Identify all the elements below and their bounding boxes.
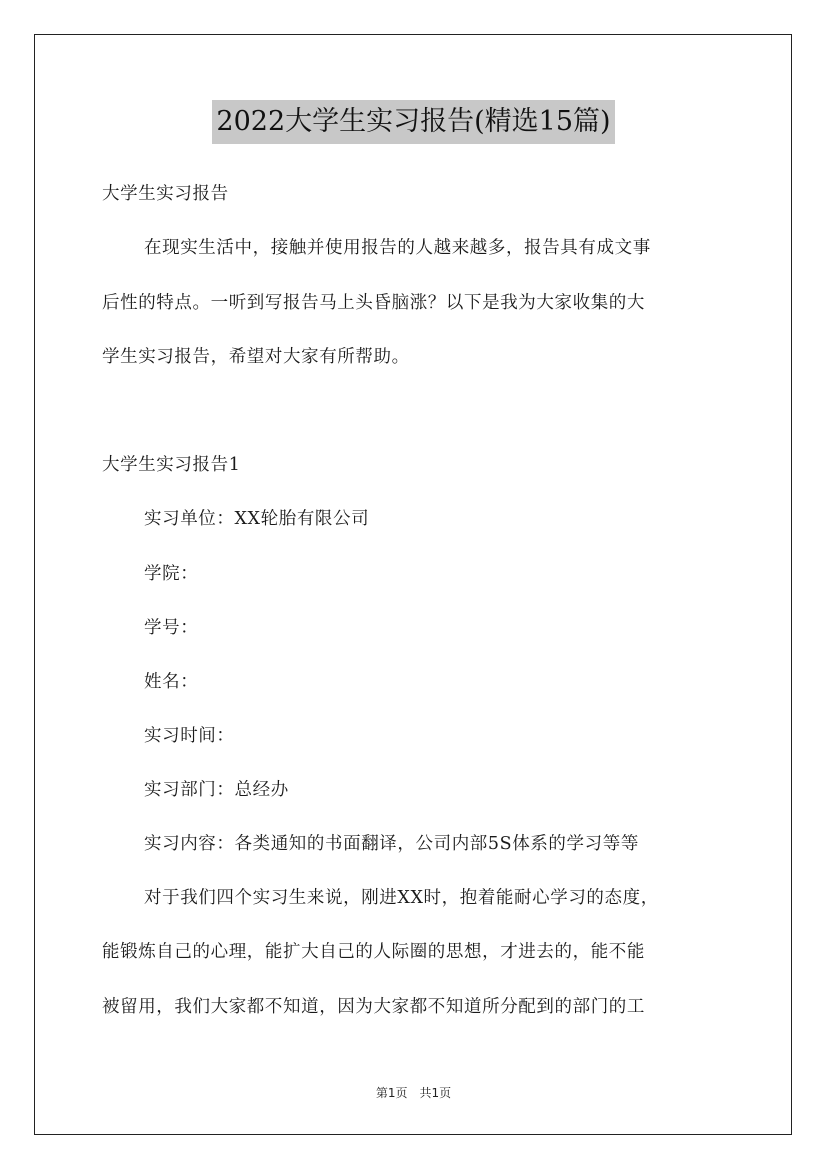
section-heading-intro: 大学生实习报告 xyxy=(102,184,229,204)
intro-line: 学生实习报告，希望对大家有所帮助。 xyxy=(102,347,410,367)
section-heading-report1: 大学生实习报告1 xyxy=(102,455,241,475)
field-college: 学院： xyxy=(144,564,199,584)
body-line: 对于我们四个实习生来说，刚进XX时，抱着能耐心学习的态度， xyxy=(144,888,659,908)
intro-line: 后性的特点。一听到写报告马上头昏脑涨？以下是我为大家收集的大 xyxy=(102,293,645,313)
title-container xyxy=(0,100,827,144)
field-company: 实习单位：XX轮胎有限公司 xyxy=(144,509,370,529)
field-content: 实习内容：各类通知的书面翻译，公司内部5S体系的学习等等 xyxy=(144,834,639,854)
field-department: 实习部门：总经办 xyxy=(144,780,289,800)
body-line: 被留用，我们大家都不知道，因为大家都不知道所分配到的部门的工 xyxy=(102,997,645,1017)
intro-line: 在现实生活中，接触并使用报告的人越来越多，报告具有成文事 xyxy=(144,238,651,258)
body-line: 能锻炼自己的心理，能扩大自己的人际圈的思想，才进去的，能不能 xyxy=(102,942,645,962)
document-title: 2022大学生实习报告(精选15篇) xyxy=(212,100,614,144)
field-student-id: 学号： xyxy=(144,618,199,638)
page-footer: 第1页 共1页 xyxy=(375,1086,452,1100)
field-time: 实习时间： xyxy=(144,726,235,746)
field-name: 姓名： xyxy=(144,672,199,692)
